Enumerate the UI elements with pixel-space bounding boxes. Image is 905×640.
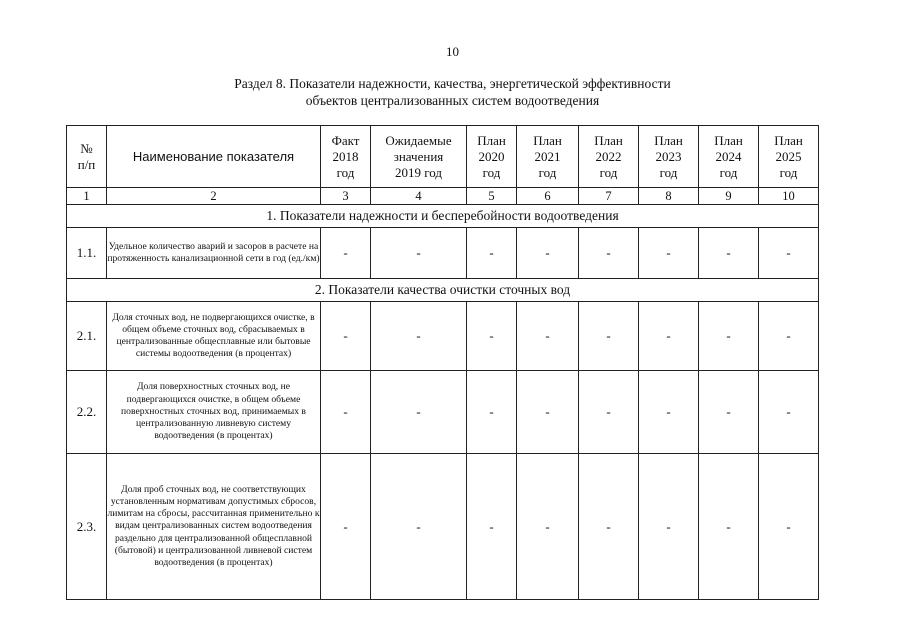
row-value: -	[371, 454, 467, 600]
row-value: -	[467, 371, 517, 454]
row-value: -	[639, 454, 699, 600]
row-value: -	[321, 371, 371, 454]
header-num-line-2: п/п	[77, 156, 96, 172]
header-fact-2018	[321, 126, 371, 188]
header-plan-2021	[517, 126, 579, 188]
header-c8-line-2: 2023	[655, 148, 682, 164]
row-value: -	[467, 454, 517, 600]
group-row-quality	[67, 279, 819, 302]
header-c5-line-2: 2020	[478, 148, 505, 164]
column-number: 1	[67, 188, 107, 205]
header-c3-line-1: Факт	[331, 132, 360, 148]
row-value: -	[321, 302, 371, 371]
column-number: 5	[467, 188, 517, 205]
header-c6-line-3: год	[538, 164, 557, 180]
header-num-line-1: №	[80, 140, 93, 156]
row-value: -	[467, 228, 517, 279]
header-c6-line-2: 2021	[534, 148, 561, 164]
header-c10-line-3: год	[779, 164, 798, 180]
header-c10-line-2: 2025	[775, 148, 802, 164]
header-c5-line-1: План	[477, 132, 506, 148]
section-title-line-2: объектов централизованных систем водоотведения	[305, 93, 600, 108]
column-number: 3	[321, 188, 371, 205]
row-value: -	[699, 228, 759, 279]
column-number-row	[67, 188, 819, 205]
row-value: -	[579, 371, 639, 454]
header-c5-line-3: год	[482, 164, 501, 180]
header-plan-2024	[699, 126, 759, 188]
row-value: -	[759, 302, 819, 371]
column-number: 6	[517, 188, 579, 205]
group-row-reliability	[67, 205, 819, 228]
row-value: -	[371, 302, 467, 371]
header-c6-line-1: План	[533, 132, 562, 148]
row-value: -	[639, 228, 699, 279]
row-value: -	[579, 228, 639, 279]
section-title-line-1: Раздел 8. Показатели надежности, качества, энергетической эффективности	[234, 76, 671, 91]
header-expected-2019	[371, 126, 467, 188]
row-number: 2.3.	[67, 454, 107, 600]
row-value: -	[759, 371, 819, 454]
row-value: -	[321, 454, 371, 600]
row-value: -	[639, 302, 699, 371]
row-indicator-name: Удельное количество аварий и засоров в расчете на протяженность канализационной сети в год (ед./км)	[107, 228, 321, 279]
table-row	[67, 454, 819, 600]
table-row	[67, 371, 819, 454]
header-name: Наименование показателя	[107, 126, 321, 188]
column-number: 8	[639, 188, 699, 205]
group-heading: 1. Показатели надежности и бесперебойности водоотведения	[67, 205, 819, 228]
row-value: -	[467, 302, 517, 371]
header-c7-line-3: год	[599, 164, 618, 180]
group-heading: 2. Показатели качества очистки сточных вод	[67, 279, 819, 302]
row-value: -	[699, 302, 759, 371]
section-title	[0, 75, 905, 109]
row-number: 1.1.	[67, 228, 107, 279]
row-value: -	[517, 371, 579, 454]
row-indicator-name: Доля проб сточных вод, не соответствующих установленным нормативам допустимых сбросов, лимитам на сбросы, рассчитанная применительно к видам централизованных систем водоотведения раздельно для централизованной общесплавной (бытовой) и централизованной ливневой систем водоотведения (в процентах)	[107, 454, 321, 600]
header-c7-line-2: 2022	[595, 148, 622, 164]
row-value: -	[699, 371, 759, 454]
header-row	[67, 126, 819, 188]
table-row	[67, 228, 819, 279]
header-num	[67, 126, 107, 188]
header-c7-line-1: План	[594, 132, 623, 148]
row-number: 2.1.	[67, 302, 107, 371]
header-c8-line-1: План	[654, 132, 683, 148]
header-c4-line-1: Ожидаемые	[385, 132, 452, 148]
row-indicator-name: Доля сточных вод, не подвергающихся очистке, в общем объеме сточных вод, сбрасываемых в централизованные общесплавные или бытовые системы водоотведения (в процентах)	[107, 302, 321, 371]
column-number: 9	[699, 188, 759, 205]
header-plan-2025	[759, 126, 819, 188]
header-c10-line-1: План	[774, 132, 803, 148]
page-number: 10	[446, 44, 459, 59]
header-c8-line-3: год	[659, 164, 678, 180]
column-number: 4	[371, 188, 467, 205]
row-value: -	[579, 302, 639, 371]
header-c3-line-2: 2018	[332, 148, 359, 164]
row-value: -	[639, 371, 699, 454]
row-value: -	[517, 228, 579, 279]
row-value: -	[579, 454, 639, 600]
header-c4-line-3: 2019 год	[395, 164, 442, 180]
column-number: 10	[759, 188, 819, 205]
header-c3-line-3: год	[336, 164, 355, 180]
row-value: -	[371, 228, 467, 279]
row-value: -	[371, 371, 467, 454]
column-number: 2	[107, 188, 321, 205]
row-value: -	[517, 454, 579, 600]
table-row	[67, 302, 819, 371]
column-number: 7	[579, 188, 639, 205]
row-value: -	[321, 228, 371, 279]
header-plan-2020	[467, 126, 517, 188]
header-plan-2023	[639, 126, 699, 188]
row-value: -	[759, 454, 819, 600]
header-c9-line-1: План	[714, 132, 743, 148]
row-value: -	[699, 454, 759, 600]
header-c9-line-2: 2024	[715, 148, 742, 164]
header-c4-line-2: значения	[393, 148, 444, 164]
row-value: -	[759, 228, 819, 279]
indicators-table	[66, 125, 819, 600]
row-number: 2.2.	[67, 371, 107, 454]
row-indicator-name: Доля поверхностных сточных вод, не подвергающихся очистке, в общем объеме поверхностных сточных вод, принимаемых в централизованную ливневую систему водоотведения (в процентах)	[107, 371, 321, 454]
row-value: -	[517, 302, 579, 371]
header-c9-line-3: год	[719, 164, 738, 180]
header-plan-2022	[579, 126, 639, 188]
